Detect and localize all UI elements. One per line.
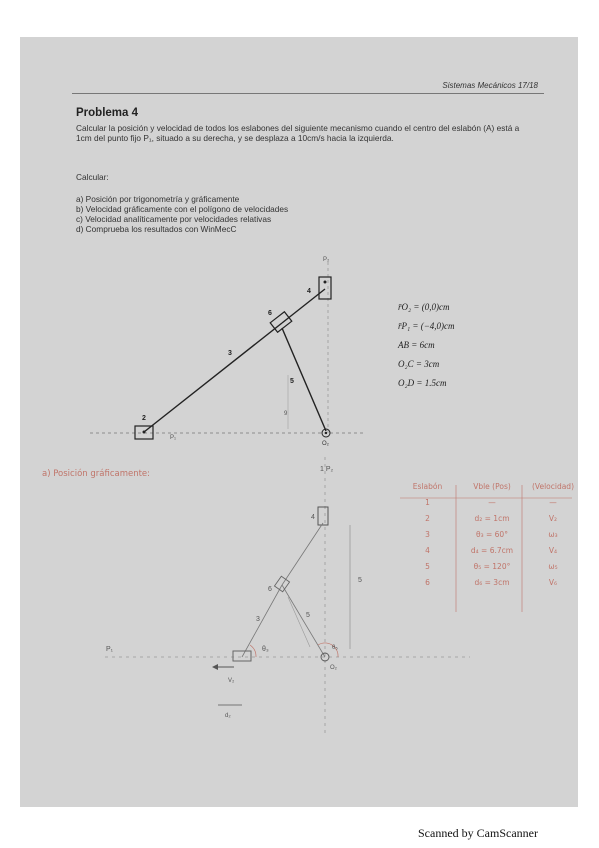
- label-link4: 4: [307, 288, 311, 295]
- sketch-label-o2: O₂: [330, 665, 337, 671]
- table-cell: 3: [425, 530, 430, 539]
- task-b: b) Velocidad gráficamente con el polígono de velocidades: [76, 204, 289, 214]
- problem-title: Problema 4: [76, 107, 138, 119]
- given-o2d: O₂D = 1.5cm: [398, 378, 447, 388]
- calc-label: Calcular:: [76, 172, 109, 182]
- sketch-link-5b: [288, 597, 310, 647]
- table-cell: ω₃: [548, 530, 558, 539]
- table-header-cell: (Velocidad): [531, 482, 574, 491]
- given-ro2: r̄O₂ = (0,0)cm: [398, 302, 450, 312]
- task-c: c) Velocidad analíticamente por velocidades relativas: [76, 214, 272, 224]
- table-cell: 5: [425, 562, 430, 571]
- label-link3: 3: [228, 350, 232, 357]
- table-cell: 2: [425, 514, 430, 523]
- table-cell: ω₅: [548, 562, 558, 571]
- sketch-slider-4: [318, 507, 328, 525]
- label-link5: 5: [290, 378, 294, 385]
- sketch-label-p1: P₁: [106, 646, 114, 653]
- table-cell: d₄ = 6.7cm: [470, 546, 514, 555]
- sketch-link-5: [282, 585, 325, 657]
- sketch-label-n5b: 5: [358, 577, 362, 584]
- table-cell: d₆ = 3cm: [474, 578, 510, 587]
- sketch-label-n6: 6: [268, 586, 272, 593]
- sketch-label-theta5: θ₅: [332, 645, 338, 651]
- table-cell: 4: [425, 546, 430, 555]
- label-dim9: 9: [284, 411, 288, 417]
- sketch-label-n4: 4: [311, 514, 315, 521]
- sketch-label-d2: d₂: [225, 713, 231, 719]
- table-cell: 1: [425, 498, 430, 507]
- sketch-link-6-4: [282, 523, 323, 585]
- sketch-label-n5: 5: [306, 612, 310, 619]
- table-cell: —: [549, 498, 557, 507]
- label-o2: O₂: [322, 441, 329, 447]
- label-p1: P₁: [170, 435, 177, 441]
- problem-statement: Calcular la posición y velocidad de todos los eslabones del siguiente mecanismo cuando el centro del eslabón (A) está a 1cm del punto fijo P₁, situado a su derecha, y se desplaza a 10cm/s hacia la izquierda.: [76, 123, 520, 143]
- table-cell: 6: [425, 578, 430, 587]
- course-header: Sistemas Mecánicos 17/18: [442, 81, 538, 90]
- table-cell: d₂ = 1cm: [474, 514, 510, 523]
- table-cell: V₄: [548, 546, 558, 555]
- table-header-cell: Eslabón: [412, 482, 443, 491]
- given-rp1: r̄P₁ = (−4,0)cm: [398, 321, 455, 331]
- sketch-label-n3: 3: [256, 616, 260, 623]
- given-ab: AB = 6cm: [398, 340, 435, 350]
- task-d: d) Comprueba los resultados con WinMecC: [76, 224, 237, 234]
- table-cell: θ₃ = 60°: [476, 530, 508, 539]
- sketch-slider-6: [274, 576, 289, 592]
- table-cell: V₂: [548, 514, 558, 523]
- table-header-cell: Vble (Pos): [473, 482, 511, 491]
- scanner-footer: Scanned by CamScanner: [418, 826, 538, 840]
- handwritten-sketch: [20, 37, 578, 807]
- label-link2: 2: [142, 415, 146, 422]
- sketch-slider-2: [233, 651, 251, 661]
- table-cell: V₆: [548, 578, 558, 587]
- sketch-label-top: 1 P₂: [320, 466, 334, 473]
- handwritten-heading: a) Posición gráficamente:: [42, 469, 151, 479]
- task-a: a) Posición por trigonometría y gráficamente: [76, 194, 240, 204]
- label-p2: P₂: [323, 257, 330, 263]
- label-link6: 6: [268, 310, 272, 317]
- given-o2c: O₂C = 3cm: [398, 359, 440, 369]
- sketch-arrow-head: [212, 664, 218, 670]
- table-cell: —: [488, 498, 496, 507]
- sketch-label-v: V₂: [228, 678, 235, 684]
- table-cell: θ₅ = 120°: [473, 562, 511, 571]
- scanned-page: [20, 37, 578, 807]
- sketch-label-theta3: θ₃: [262, 646, 269, 653]
